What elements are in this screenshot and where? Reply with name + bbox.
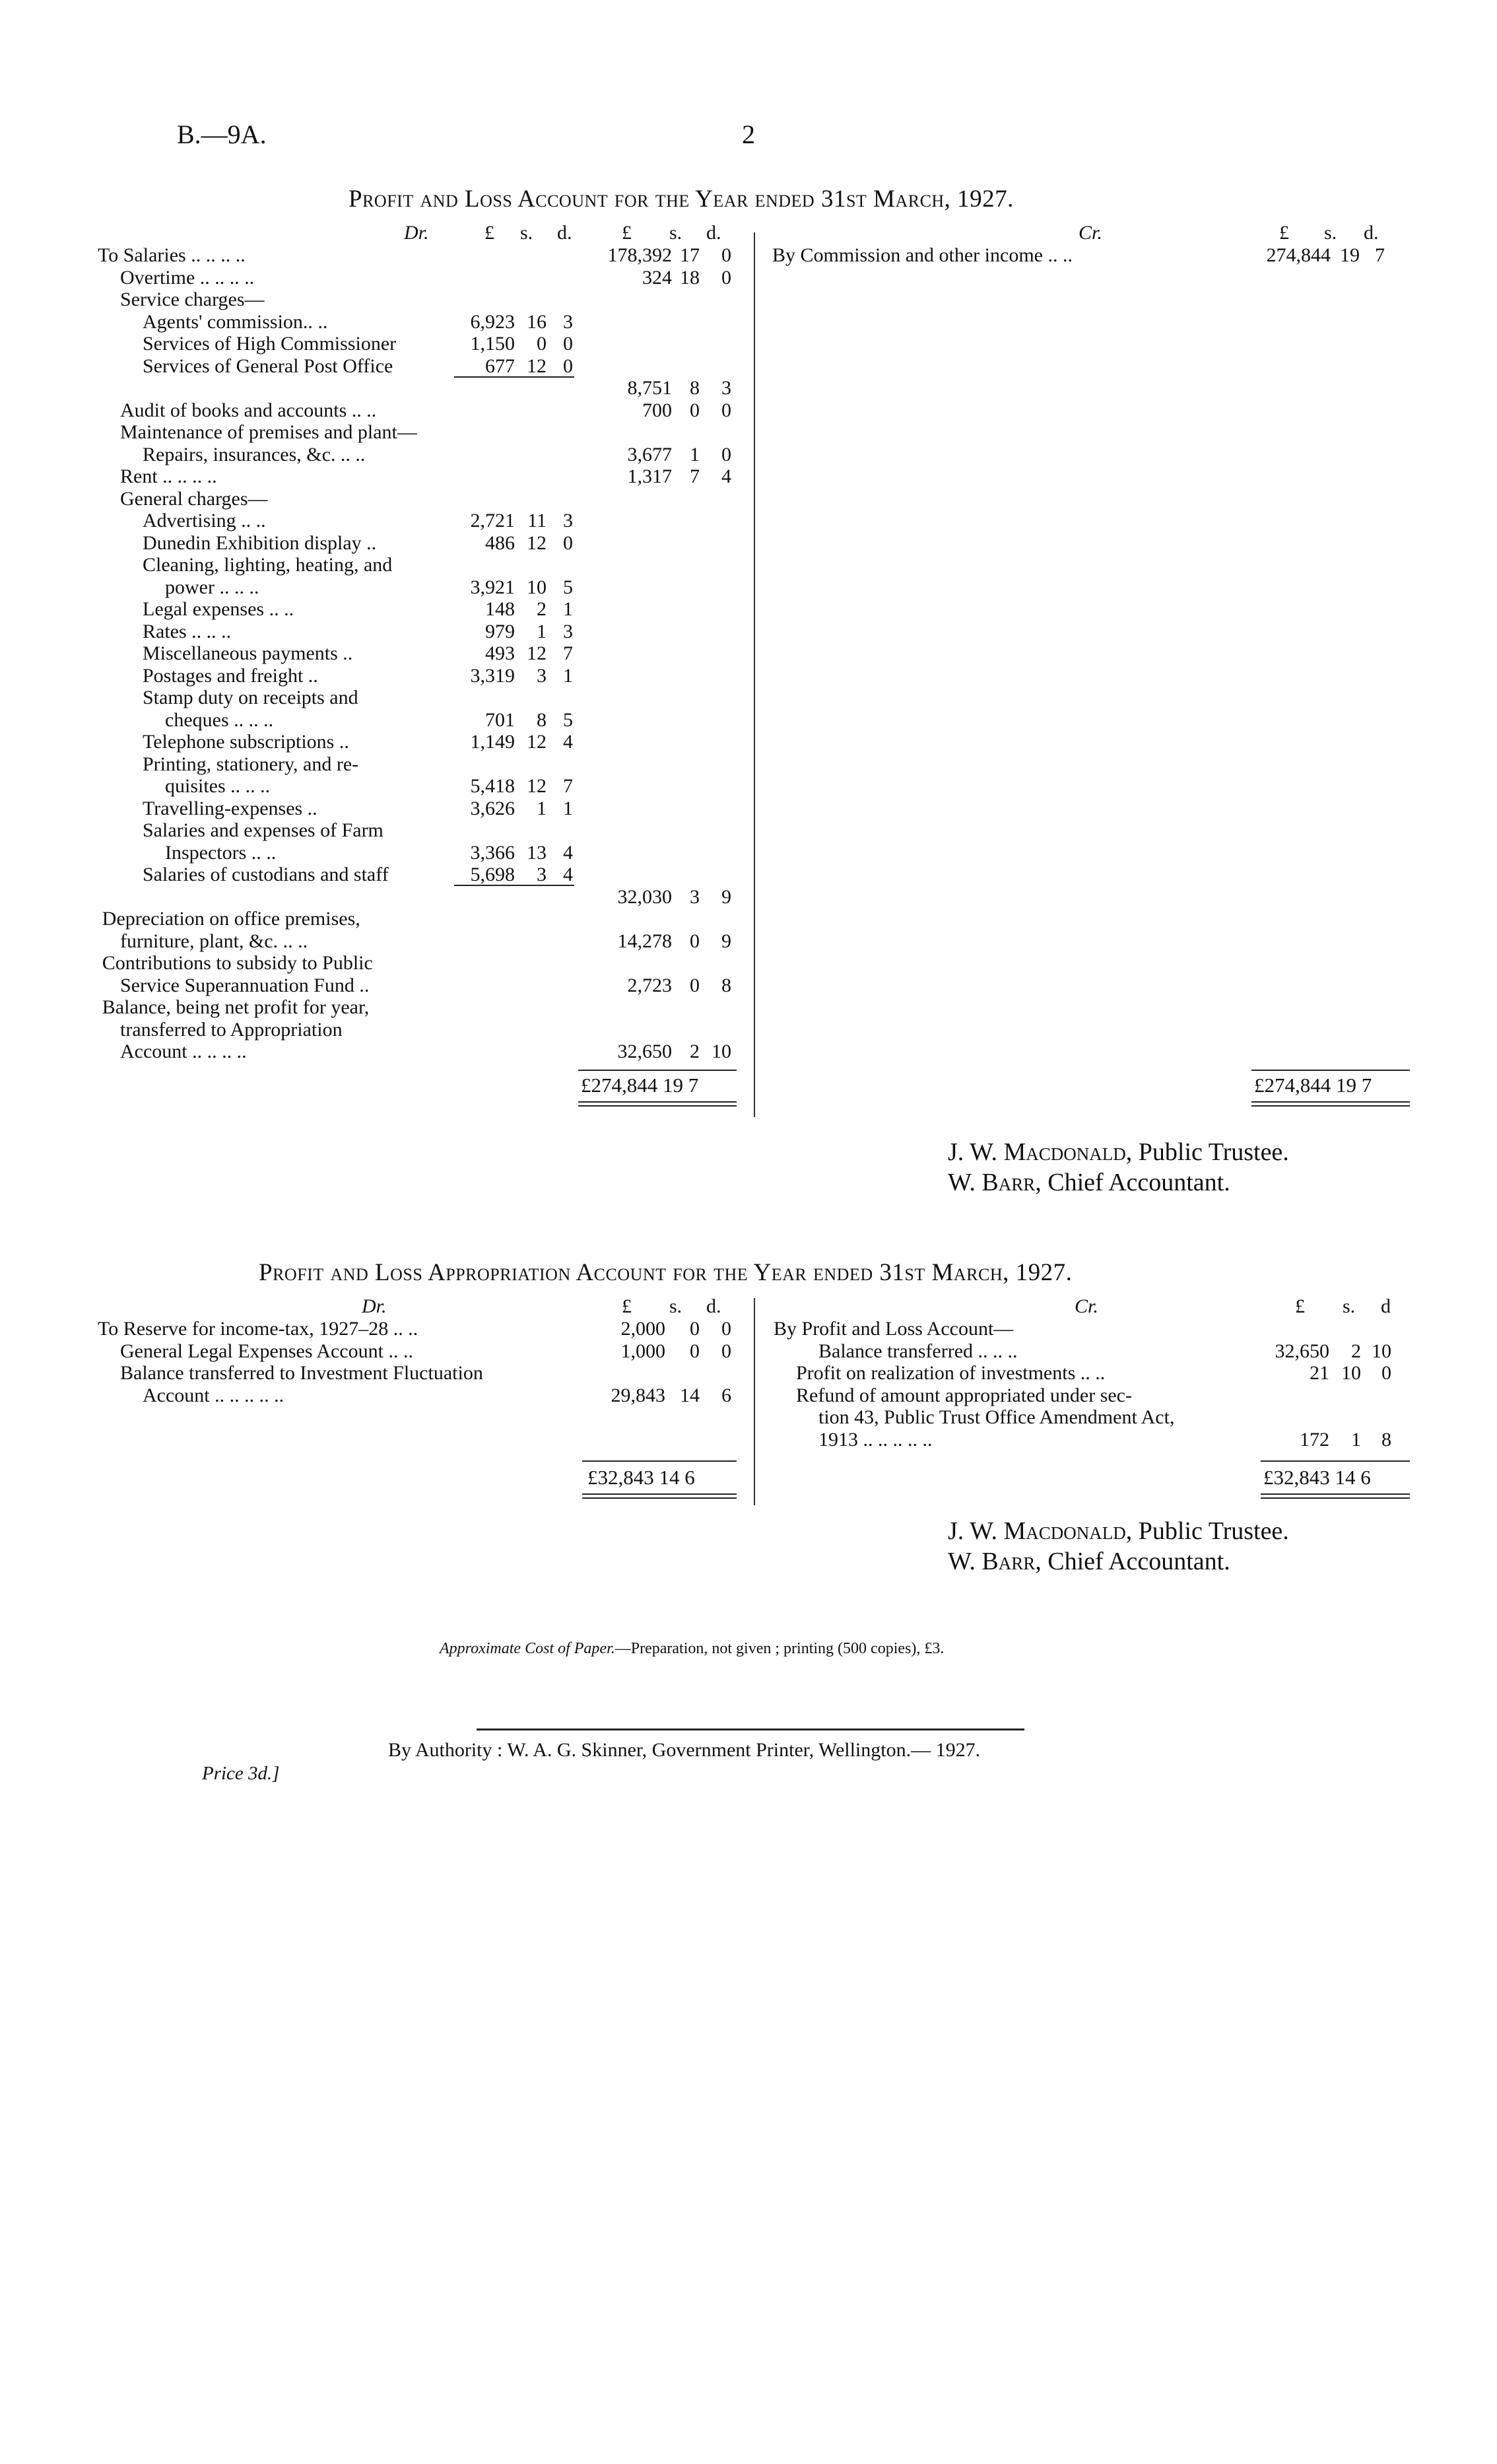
item-amount-pounds: 3,921 [470, 576, 515, 598]
pl-debit-line [98, 333, 745, 355]
amount-pence: 0 [1381, 1362, 1391, 1384]
pl-debit-line [98, 621, 745, 643]
item-amount-pounds: 1,150 [470, 333, 515, 355]
total-amount-pounds: 32,030 [617, 885, 672, 908]
signatory-title: , Public Trustee. [1125, 1138, 1289, 1166]
line-description: Cleaning, lighting, heating, and [143, 554, 393, 576]
pl-credit-total-rule [1251, 1070, 1410, 1071]
item-amount-shillings: 12 [527, 642, 547, 664]
amount-pence: 7 [1375, 244, 1385, 266]
amount-pence: 8 [1381, 1428, 1391, 1451]
total-amount-pounds: 700 [642, 399, 672, 421]
pl-dr-col-shillings: s. [520, 222, 533, 244]
line-description: Repairs, insurances, &c. .. .. [143, 443, 366, 465]
line-description: Overtime .. .. .. .. [120, 266, 255, 289]
item-amount-shillings: 2 [537, 598, 547, 620]
total-amount-pence: 8 [721, 974, 731, 996]
amount-pence: 10 [1372, 1340, 1391, 1362]
line-description: Depreciation on office premises, [102, 908, 360, 930]
item-amount-pounds: 5,698 [470, 864, 515, 885]
pl-debit-header [98, 222, 745, 244]
total-amount-pounds: 8,751 [627, 377, 672, 399]
authority-rule [477, 1728, 1024, 1730]
total-amount-pence: 9 [721, 930, 731, 952]
appr-credit-line [772, 1429, 1419, 1451]
appr-debit-line [98, 1340, 745, 1363]
total-amount-shillings: 0 [690, 974, 700, 996]
appr-dr-col-pence: d. [706, 1295, 721, 1317]
signature-line-public-trustee [948, 1137, 1289, 1167]
pl-dr-total-col-shillings: s. [669, 222, 682, 244]
total-amount-pence: 9 [721, 885, 731, 908]
item-amount-pence: 0 [563, 355, 573, 377]
item-amount-shillings: 3 [537, 664, 547, 687]
pl-cr-col-pounds: £ [1279, 222, 1289, 244]
amount-shillings: 0 [690, 1340, 700, 1362]
pl-debit-line [98, 996, 745, 1019]
pl-dr-total-col-pence: d. [706, 222, 721, 244]
item-amount-pence: 3 [563, 310, 573, 333]
pl-debit-total-rule [578, 1070, 737, 1071]
appr-credit-header [772, 1295, 1419, 1318]
total-amount-shillings: 0 [690, 930, 700, 952]
total-amount-pounds: 14,278 [617, 930, 672, 952]
pl-debit-line [98, 665, 745, 687]
amount-shillings: 2 [1351, 1340, 1361, 1362]
pl-debit-line [98, 421, 745, 444]
line-description: Balance transferred .. .. .. [818, 1340, 1018, 1362]
item-amount-pounds: 486 [485, 531, 515, 554]
pl-debit-line [98, 930, 745, 953]
pl-debit-line [98, 886, 745, 908]
amount-shillings: 0 [690, 1318, 700, 1340]
amount-pounds: 21 [1310, 1362, 1329, 1384]
appr-credit-side [772, 1318, 1419, 1451]
total-amount-pence: 10 [712, 1041, 731, 1062]
pl-debit-line [98, 289, 745, 311]
pl-cr-label: Cr. [1079, 222, 1102, 244]
item-amount-pence: 0 [563, 531, 573, 554]
line-description: transferred to Appropriation [120, 1018, 343, 1041]
line-description: Service charges— [120, 289, 265, 310]
total-amount-shillings: 1 [690, 443, 700, 465]
item-amount-shillings: 12 [527, 775, 547, 797]
item-amount-shillings: 12 [527, 531, 547, 554]
pl-debit-line [98, 1019, 745, 1041]
appr-debit-total: £32,843 14 6 [587, 1466, 695, 1489]
line-description: Salaries and expenses of Farm [143, 819, 383, 841]
item-amount-pounds: 3,366 [470, 841, 515, 864]
line-description: Rates .. .. .. [143, 620, 232, 642]
line-description: Refund of amount appropriated under sec- [796, 1384, 1132, 1406]
pl-dr-label: Dr. [404, 222, 429, 244]
item-amount-pounds: 701 [485, 708, 515, 731]
item-amount-pence: 4 [563, 841, 573, 864]
cost-of-paper-text: —Preparation, not given ; printing (500 copies), £3. [615, 1640, 945, 1657]
line-description: Account .. .. .. .. [120, 1041, 247, 1062]
price-note: Price 3d.] [202, 1763, 280, 1784]
total-amount-pence: 4 [721, 465, 731, 487]
pl-debit-line [98, 798, 745, 820]
pl-credit-total-double-rule [1251, 1101, 1410, 1107]
line-description: Salaries of custodians and staff [143, 864, 389, 885]
appr-column-divider [754, 1298, 755, 1505]
pl-credit-side [772, 244, 1419, 267]
appr-dr-label: Dr. [362, 1295, 387, 1317]
line-description: Printing, stationery, and re- [143, 753, 359, 775]
appr-debit-total-double-rule [582, 1493, 737, 1499]
line-description: tion 43, Public Trust Office Amendment Act, [818, 1406, 1175, 1428]
total-amount-shillings: 2 [690, 1041, 700, 1062]
pl-debit-line [98, 753, 745, 776]
appr-cr-label: Cr. [1075, 1295, 1098, 1317]
item-amount-pence: 1 [563, 797, 573, 819]
pl-debit-line [98, 444, 745, 466]
pl-debit-side [98, 244, 745, 1063]
item-amount-shillings: 12 [527, 731, 547, 753]
appr-dr-col-pounds: £ [622, 1295, 632, 1317]
line-description: Balance transferred to Investment Fluctuation [120, 1362, 483, 1384]
item-amount-shillings: 0 [537, 333, 547, 355]
amount-shillings: 1 [1351, 1428, 1361, 1451]
pl-debit-line [98, 687, 745, 709]
amount-pounds: 32,650 [1275, 1340, 1329, 1362]
pl-debit-line [98, 355, 745, 378]
page-number: 2 [742, 120, 755, 149]
item-amount-pounds: 1,149 [470, 731, 515, 753]
pl-debit-total-double-rule [578, 1101, 737, 1107]
line-description: General Legal Expenses Account .. .. [120, 1340, 414, 1362]
line-description: cheques .. .. .. [165, 708, 274, 731]
appropriation-account-title: Profit and Loss Appropriation Account for the Year ended 31st March, 1927. [259, 1259, 1073, 1286]
line-description: To Salaries .. .. .. .. [98, 244, 246, 266]
amount-pounds: 29,843 [611, 1384, 665, 1406]
amount-pounds: 2,000 [620, 1318, 665, 1340]
item-amount-pence: 7 [563, 642, 573, 664]
line-description: Postages and freight .. [143, 664, 318, 687]
appr-cr-col-shillings: s. [1343, 1295, 1356, 1317]
line-description: Advertising .. .. [143, 510, 266, 531]
appr-credit-line [772, 1318, 1419, 1340]
item-amount-pounds: 2,721 [470, 510, 515, 531]
item-amount-pence: 1 [563, 598, 573, 620]
total-amount-pounds: 32,650 [617, 1041, 672, 1062]
appr-debit-side [98, 1318, 745, 1406]
appr-credit-line [772, 1385, 1419, 1407]
total-amount-shillings: 18 [680, 266, 700, 289]
signature-line-public-trustee [948, 1516, 1289, 1546]
pl-debit-line [98, 510, 745, 532]
pl-debit-line [98, 311, 745, 333]
total-amount-pounds: 1,317 [627, 465, 672, 487]
total-amount-pounds: 178,392 [607, 244, 672, 266]
item-amount-pounds: 148 [485, 598, 515, 620]
line-description: 1913 .. .. .. .. .. [818, 1428, 933, 1451]
amount-pounds: 274,844 [1266, 244, 1331, 266]
item-amount-shillings: 13 [527, 841, 547, 864]
line-description: Miscellaneous payments .. [143, 642, 353, 664]
pl-dr-col-pounds: £ [484, 222, 494, 244]
pl-debit-line [98, 731, 745, 753]
total-amount-shillings: 7 [690, 465, 700, 487]
amount-shillings: 19 [1340, 244, 1360, 266]
pl-debit-line [98, 952, 745, 975]
pl-debit-line [98, 377, 745, 399]
amount-shillings: 14 [680, 1384, 700, 1406]
pl-debit-line [98, 709, 745, 732]
document-reference: B.—9A. [177, 120, 267, 149]
line-description: Agents' commission.. .. [143, 310, 328, 333]
appr-credit-total: £32,843 14 6 [1263, 1466, 1371, 1489]
line-description: quisites .. .. .. [165, 775, 271, 797]
line-description: Audit of books and accounts .. .. [120, 399, 377, 421]
item-amount-pence: 5 [563, 576, 573, 598]
item-amount-pence: 5 [563, 708, 573, 731]
line-description: Stamp duty on receipts and [143, 687, 358, 708]
pl-debit-total: £274,844 19 7 [581, 1074, 699, 1097]
line-description: Dunedin Exhibition display .. [143, 531, 377, 554]
total-amount-pence: 3 [721, 377, 731, 399]
pl-debit-line [98, 775, 745, 798]
item-amount-pence: 7 [563, 775, 573, 797]
item-amount-pounds: 5,418 [470, 775, 515, 797]
pl-debit-line [98, 576, 745, 599]
item-amount-pence: 1 [563, 664, 573, 687]
pl-signatures [948, 1137, 1289, 1198]
pl-dr-total-col-pounds: £ [622, 222, 632, 244]
item-amount-pence: 4 [563, 731, 573, 753]
pl-debit-line [98, 488, 745, 510]
line-description: Account .. .. .. .. .. [143, 1384, 284, 1406]
line-description: Balance, being net profit for year, [102, 996, 370, 1018]
line-description: furniture, plant, &c. .. .. [120, 930, 308, 952]
line-description: Services of High Commissioner [143, 333, 397, 355]
line-description: Legal expenses .. .. [143, 598, 294, 620]
line-description: To Reserve for income-tax, 1927–28 .. .. [98, 1318, 418, 1340]
appr-debit-header [98, 1295, 745, 1318]
item-amount-pounds: 3,626 [470, 797, 515, 819]
total-amount-shillings: 8 [690, 377, 700, 399]
total-amount-pence: 0 [721, 244, 731, 266]
total-amount-pounds: 2,723 [627, 974, 672, 996]
appr-debit-line [98, 1362, 745, 1385]
signatory-title: , Public Trustee. [1125, 1517, 1289, 1545]
total-amount-pence: 0 [721, 266, 731, 289]
line-description: Contributions to subsidy to Public [102, 952, 373, 974]
appr-dr-col-shillings: s. [669, 1295, 682, 1317]
signature-line-chief-accountant [948, 1167, 1289, 1198]
pl-debit-line [98, 598, 745, 621]
pl-debit-line [98, 244, 745, 267]
pl-debit-line [98, 908, 745, 930]
item-amount-pounds: 6,923 [470, 310, 515, 333]
appr-debit-line [98, 1318, 745, 1340]
total-amount-pence: 0 [721, 443, 731, 465]
pl-debit-line [98, 554, 745, 576]
pl-dr-col-pence: d. [557, 222, 572, 244]
appr-credit-line [772, 1406, 1419, 1429]
signatory-name: W. Barr [948, 1548, 1036, 1575]
pl-debit-line [98, 642, 745, 665]
amount-pence: 6 [721, 1384, 731, 1406]
appr-credit-total-double-rule [1261, 1493, 1410, 1499]
total-amount-pence: 0 [721, 399, 731, 421]
appr-cr-col-pence: d [1381, 1295, 1391, 1317]
pl-credit-total: £274,844 19 7 [1254, 1074, 1372, 1097]
pl-credit-line [772, 244, 1419, 267]
line-description: Rent .. .. .. .. [120, 465, 217, 487]
pl-cr-col-shillings: s. [1324, 222, 1337, 244]
item-amount-shillings: 11 [527, 510, 547, 531]
pl-debit-line [98, 267, 745, 289]
line-description: General charges— [120, 487, 268, 510]
appr-credit-total-rule [1261, 1460, 1410, 1462]
line-description: Service Superannuation Fund .. [120, 974, 370, 996]
amount-pounds: 172 [1300, 1428, 1329, 1451]
amount-pounds: 1,000 [620, 1340, 665, 1362]
line-description: Maintenance of premises and plant— [120, 421, 417, 443]
pl-debit-line [98, 465, 745, 488]
appr-cr-col-pounds: £ [1295, 1295, 1305, 1317]
pl-credit-header [772, 222, 1419, 244]
line-description: Services of General Post Office [143, 355, 393, 377]
item-amount-pounds: 979 [485, 620, 515, 642]
pl-debit-line [98, 975, 745, 997]
item-amount-shillings: 12 [527, 355, 547, 377]
cost-of-paper-note [440, 1640, 944, 1658]
item-amount-pounds: 3,319 [470, 664, 515, 687]
item-amount-shillings: 16 [527, 310, 547, 333]
item-amount-shillings: 1 [537, 797, 547, 819]
pl-column-divider [754, 232, 755, 1117]
pl-debit-line [98, 399, 745, 422]
item-amount-shillings: 3 [537, 864, 547, 885]
amount-shillings: 10 [1341, 1362, 1361, 1384]
signature-line-chief-accountant [948, 1546, 1289, 1577]
item-amount-shillings: 1 [537, 620, 547, 642]
signatory-name: J. W. Macdonald [948, 1138, 1126, 1166]
line-description: Inspectors .. .. [165, 841, 277, 864]
line-description: By Commission and other income .. .. [772, 244, 1073, 266]
pl-debit-line [98, 842, 745, 864]
pl-cr-col-pence: d. [1364, 222, 1379, 244]
appr-debit-total-rule [582, 1460, 737, 1462]
amount-pence: 0 [721, 1340, 731, 1362]
signatory-title: , Chief Accountant. [1035, 1169, 1230, 1196]
amount-pence: 0 [721, 1318, 731, 1340]
pl-debit-line [98, 864, 745, 886]
item-amount-pence: 4 [563, 864, 573, 885]
appr-credit-line [772, 1362, 1419, 1385]
total-amount-shillings: 3 [690, 885, 700, 908]
total-amount-shillings: 0 [690, 399, 700, 421]
pl-debit-line [98, 1041, 745, 1063]
line-description: Profit on realization of investments .. .. [796, 1362, 1106, 1384]
item-amount-shillings: 10 [527, 576, 547, 598]
item-amount-pounds: 677 [485, 355, 515, 377]
pl-debit-line [98, 819, 745, 842]
total-amount-shillings: 17 [680, 244, 700, 266]
appr-debit-line [98, 1385, 745, 1407]
appr-credit-line [772, 1340, 1419, 1363]
line-description: power .. .. .. [165, 576, 259, 598]
item-amount-shillings: 8 [537, 708, 547, 731]
total-amount-pounds: 3,677 [627, 443, 672, 465]
pl-account-title: Profit and Loss Account for the Year ended 31st March, 1927. [349, 186, 1014, 213]
signatory-title: , Chief Accountant. [1035, 1548, 1230, 1575]
line-description: Travelling-expenses .. [143, 797, 317, 819]
total-amount-pounds: 324 [642, 266, 672, 289]
item-amount-pence: 3 [563, 510, 573, 531]
item-amount-pence: 3 [563, 620, 573, 642]
appr-signatures [948, 1516, 1289, 1577]
item-amount-pounds: 493 [485, 642, 515, 664]
item-amount-pence: 0 [563, 333, 573, 355]
printer-authority: By Authority : W. A. G. Skinner, Government Printer, Wellington.— 1927. [388, 1739, 981, 1761]
line-description: By Profit and Loss Account— [774, 1318, 1014, 1340]
cost-of-paper-label: Approximate Cost of Paper. [440, 1640, 615, 1657]
line-description: Telephone subscriptions .. [143, 731, 349, 753]
signatory-name: J. W. Macdonald [948, 1517, 1126, 1545]
signatory-name: W. Barr [948, 1169, 1036, 1196]
pl-debit-line [98, 532, 745, 555]
